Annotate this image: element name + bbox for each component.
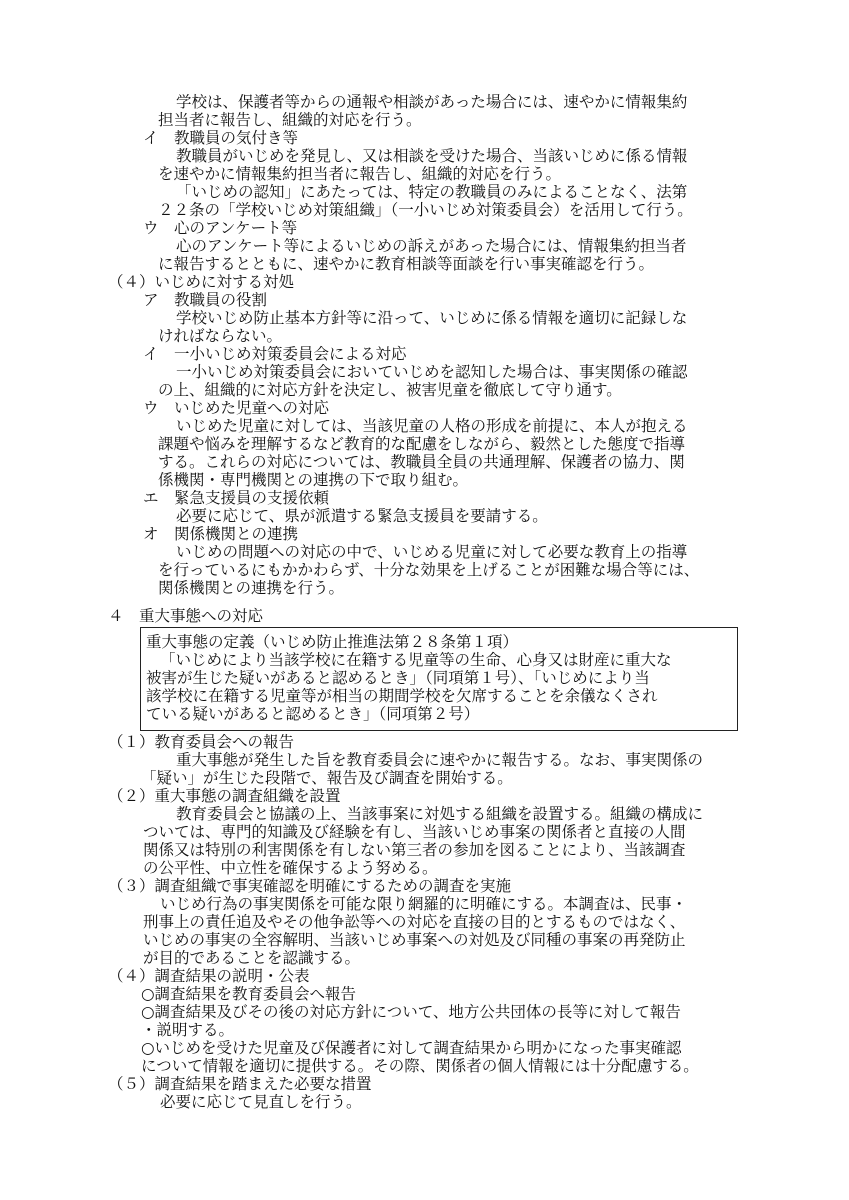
body-text: 刑事上の責任追及やその他争訟等への対応を直接の目的とするものではなく、 <box>143 913 686 931</box>
section-heading: （５）調査結果を踏まえた必要な措置 <box>108 1075 372 1093</box>
body-text: 必要に応じて、県が派遣する緊急支援員を要請する。 <box>176 507 548 525</box>
bullet-item: ○調査結果を教育委員会へ報告 <box>141 985 357 1003</box>
body-text: いじめの問題への対応の中で、いじめる児童に対して必要な教育上の指導 <box>176 543 688 561</box>
body-text: 必要に応じて見直しを行う。 <box>160 1093 362 1111</box>
section-heading: （４）調査結果の説明・公表 <box>108 967 310 985</box>
body-text: の上、組織的に対応方針を決定し、被害児童を徹底して守り通す。 <box>158 381 622 399</box>
subheading: ウ 心のアンケート等 <box>143 219 298 237</box>
body-text: 心のアンケート等によるいじめの訴えがあった場合には、情報集約担当者 <box>176 237 687 255</box>
section-heading: （３）調査組織で事実確認を明確にするための調査を実施 <box>108 877 512 895</box>
section-heading: （４）いじめに対する対処 <box>108 273 295 291</box>
body-text: 係機関・専門機関との連携の下で取り組む。 <box>158 471 469 489</box>
body-text: 課題や悩みを理解するなど教育的な配慮をしながら、毅然とした態度で指導 <box>158 435 686 453</box>
body-text: を速やかに情報集約担当者に報告し、組織的対応を行う。 <box>158 165 562 183</box>
body-text: を行っているにもかかわらず、十分な効果を上げることが困難な場合等には、 <box>158 561 700 579</box>
body-text: 「いじめの認知」にあたっては、特定の教職員のみによることなく、法第 <box>176 183 688 201</box>
body-text: 関係機関との連携を行う。 <box>158 579 345 597</box>
section-heading: （２）重大事態の調査組織を設置 <box>108 787 341 805</box>
body-text: 学校は、保護者等からの通報や相談があった場合には、速やかに情報集約 <box>176 93 688 111</box>
subheading: エ 緊急支援員の支援依頼 <box>143 489 330 507</box>
chapter-heading: ４ 重大事態への対応 <box>108 607 264 625</box>
body-text: いじめの事実の全容解明、当該いじめ事案への対処及び同種の事案の再発防止 <box>143 931 686 949</box>
section-heading: （１）教育委員会への報告 <box>108 733 295 751</box>
definition-text: ている疑いがあると認めるとき」（同項第２号） <box>146 705 480 723</box>
body-text: する。これらの対応については、教職員全員の共通理解、保護者の協力、関 <box>158 453 685 471</box>
body-text: ついては、専門的知識及び経験を有し、当該いじめ事案の関係者と直接の人間 <box>143 823 686 841</box>
subheading: イ 一小いじめ対策委員会による対応 <box>143 345 407 363</box>
body-text: が目的であることを認識する。 <box>143 949 361 967</box>
body-text: 関係又は特別の利害関係を有しない第三者の参加を図ることにより、当該調査 <box>143 841 686 859</box>
body-text: 学校いじめ防止基本方針等に沿って、いじめに係る情報を適切に記録しな <box>176 309 688 327</box>
body-text: いじめた児童に対しては、当該児童の人格の形成を前提に、本人が抱える <box>176 417 688 435</box>
subheading: ウ いじめた児童への対応 <box>143 399 330 417</box>
body-text: いじめ行為の事実関係を可能な限り網羅的に明確にする。本調査は、民事・ <box>160 895 688 913</box>
body-text: ２２条の「学校いじめ対策組織」（一小いじめ対策委員会）を活用して行う。 <box>158 201 693 219</box>
definition-text: 被害が生じた疑いがあると認めるとき」（同項第１号）、「いじめにより当 <box>146 669 650 687</box>
definition-text: 該学校に在籍する児童等が相当の期間学校を欠席することを余儀なくされ <box>146 687 658 705</box>
body-text: の公平性、中立性を確保するよう努める。 <box>143 859 438 877</box>
subheading: イ 教職員の気付き等 <box>143 129 299 147</box>
bullet-item: ○調査結果及びその後の対応方針について、地方公共団体の長等に対して報告 <box>141 1003 681 1021</box>
body-text: に報告するとともに、速やかに教育相談等面談を行い事実確認を行う。 <box>158 255 655 273</box>
definition-title: 重大事態の定義（いじめ防止推進法第２８条第１項） <box>146 633 519 651</box>
body-text: 「疑い」が生じた段階で、報告及び調査を開始する。 <box>141 769 513 787</box>
body-text: 担当者に報告し、組織的対応を行う。 <box>158 111 422 129</box>
definition-text: 「いじめにより当該学校に在籍する児童等の生命、心身又は財産に重大な <box>160 651 672 669</box>
body-text: 重大事態が発生した旨を教育委員会に速やかに報告する。なお、事実関係の <box>176 751 704 769</box>
body-text: 教育委員会と協議の上、当該事案に対処する組織を設置する。組織の構成に <box>176 805 704 823</box>
body-text: 一小いじめ対策委員会においていじめを認知した場合は、事実関係の確認 <box>176 363 688 381</box>
body-text: 教職員がいじめを発見し、又は相談を受けた場合、当該いじめに係る情報 <box>176 147 688 165</box>
subheading: ア 教職員の役割 <box>143 291 268 309</box>
subheading: オ 関係機関との連携 <box>143 525 299 543</box>
bullet-item: ・説明する。 <box>141 1021 235 1039</box>
body-text: ければならない。 <box>158 327 283 345</box>
bullet-item: ○いじめを受けた児童及び保護者に対して調査結果から明かになった事実確認 <box>141 1039 682 1057</box>
bullet-item: について情報を適切に提供する。その際、関係者の個人情報には十分配慮する。 <box>141 1057 699 1075</box>
